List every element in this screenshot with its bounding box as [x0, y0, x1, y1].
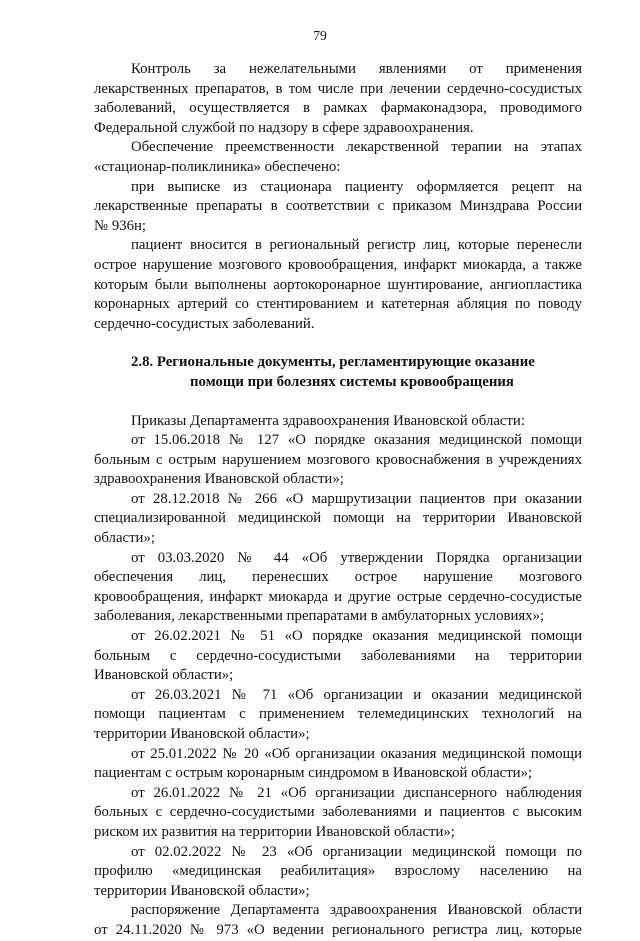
document-body [94, 60, 582, 941]
text-line: от 26.01.2022 № 21 «Об организации диспансерного наблюдения [131, 784, 582, 801]
bottom-paragraph [94, 745, 582, 784]
text-line: Обеспечение преемственности лекарственной терапии на этапах [131, 139, 582, 156]
text-line: острое нарушение мозгового кровообращения, инфаркт миокарда, а также [94, 256, 582, 273]
bottom-paragraph [94, 490, 582, 549]
text-line: сердечно-сосудистых заболеваний. [94, 315, 315, 332]
top-paragraph [94, 60, 582, 138]
text-line: профилю «медицинская реабилитация» взрослому населению на [94, 863, 582, 880]
text-line: обеспечения лиц, перенесших острое нарушение мозгового [94, 569, 582, 586]
section-heading-line-1: 2.8. Региональные документы, регламентирующие оказание [131, 354, 535, 371]
text-line: от 02.02.2022 № 23 «Об организации медицинской помощи по [131, 843, 582, 860]
text-line: Ивановской области»; [94, 667, 234, 684]
bottom-paragraphs [94, 412, 582, 941]
text-line: кровообращения, инфаркт миокарда и другие острые сердечно-сосудистые [94, 588, 582, 605]
page-number: 79 [313, 28, 327, 43]
text-line: риском их развития на территории Ивановской области»; [94, 823, 455, 840]
text-line: территории Ивановской области»; [94, 726, 310, 742]
section-heading-line-2: помощи при болезнях системы кровообращения [190, 373, 514, 390]
text-line: Контроль за нежелательными явлениями от применения [131, 61, 582, 77]
text-line: от 26.03.2021 № 71 «Об организации и оказании медицинской [131, 686, 582, 703]
text-line: при выписке из стационара пациенту оформляется рецепт на [131, 178, 582, 195]
top-paragraphs [94, 60, 582, 334]
text-line: заболеваний, осуществляется в рамках фармаконадзора, проводимого [94, 100, 582, 117]
text-line: которым были выполнены аортокоронарное шунтирование, ангиопластика [94, 276, 582, 293]
text-line: пациентам с острым коронарным синдромом в Ивановской области»; [94, 765, 533, 782]
bottom-paragraph [94, 843, 582, 902]
text-line: заболевания, лекарственными препаратами в амбулаторных условиях»; [94, 608, 545, 625]
text-line: от 03.03.2020 № 44 «Об утверждении Порядка организации [131, 549, 582, 566]
text-line: Приказы Департамента здравоохранения Ивановской области: [131, 412, 525, 429]
text-line: помощи пациентам с применением телемедицинских технологий на [94, 706, 582, 723]
text-line: лекарственные препараты в соответствии с приказом Минздрава России [94, 198, 582, 215]
bottom-paragraph [94, 412, 582, 432]
section-heading [94, 353, 582, 392]
text-line: пациент вносится в региональный регистр лиц, которые перенесли [131, 237, 582, 254]
text-line: больным с сердечно-сосудистыми заболеваниями на территории [94, 647, 582, 664]
text-line: от 28.12.2018 № 266 «О маршрутизации пациентов при оказании [131, 490, 582, 507]
bottom-paragraph [94, 431, 582, 490]
text-line: от 15.06.2018 № 127 «О порядке оказания медицинской помощи [131, 432, 582, 449]
text-line: здравоохранения Ивановской области»; [94, 471, 344, 488]
text-line: больных с сердечно-сосудистыми заболеваниями и пациентов с высоким [94, 804, 582, 821]
bottom-paragraph [94, 549, 582, 627]
text-line: «стационар-поликлиника» обеспечено: [94, 158, 341, 175]
text-line: территории Ивановской области»; [94, 882, 310, 899]
text-line: коронарных артерий со стентированием и катетерная абляция по поводу [94, 296, 582, 313]
text-line: специализированной медицинской помощи на территории Ивановской [94, 510, 582, 527]
text-line: области»; [94, 530, 155, 547]
text-line: № 936н; [94, 217, 147, 234]
top-paragraph [94, 138, 582, 177]
text-line: больным с острым нарушением мозгового кровоснабжения в учреждениях [94, 451, 582, 468]
text-line: от 25.01.2022 № 20 «Об организации оказания медицинской помощи [131, 745, 582, 762]
text-line: Федеральной службой по надзору в сфере здравоохранения. [94, 119, 474, 136]
text-line: от 24.11.2020 № 973 «О ведении регионального регистра лиц, которые [94, 921, 582, 938]
top-paragraph [94, 236, 582, 334]
text-line: распоряжение Департамента здравоохранения Ивановской области [131, 902, 582, 919]
text-line: от 26.02.2021 № 51 «О порядке оказания медицинской помощи [131, 628, 582, 645]
bottom-paragraph [94, 901, 582, 940]
bottom-paragraph [94, 686, 582, 745]
text-line: лекарственных препаратов, в том числе при лечении сердечно-сосудистых [94, 80, 582, 97]
bottom-paragraph [94, 784, 582, 843]
bottom-paragraph [94, 627, 582, 686]
top-paragraph [94, 178, 582, 237]
